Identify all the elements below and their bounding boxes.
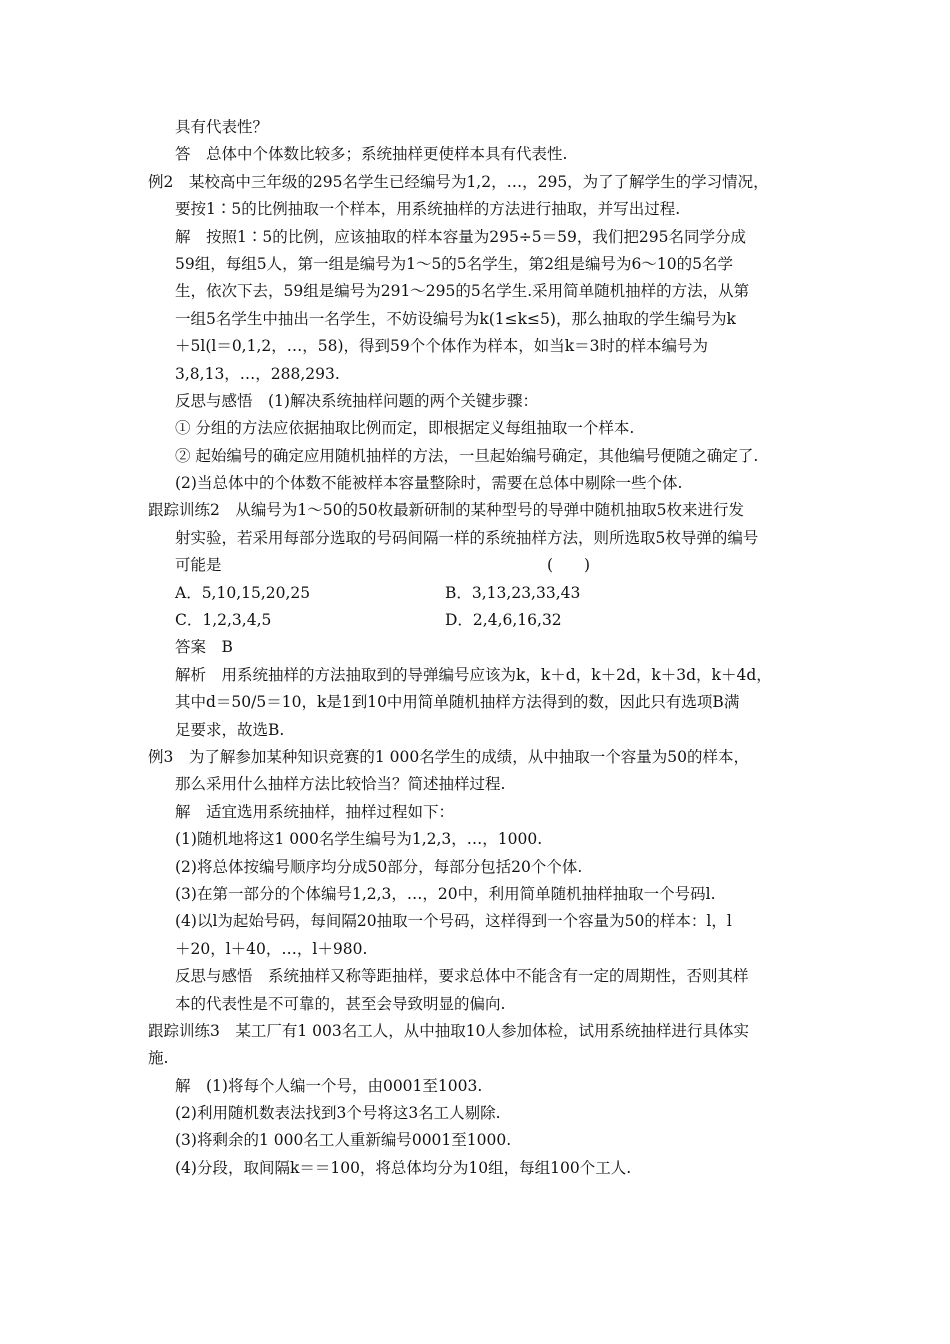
- text-line: ＋5l(l＝0,1,2，…，58)，得到59个个体作为样本，如当k＝3时的样本编号为: [175, 337, 709, 356]
- text-line: 本的代表性是不可靠的，甚至会导致明显的偏向.: [175, 994, 506, 1013]
- solution-line: 解 适宜选用系统抽样，抽样过程如下：: [175, 802, 455, 821]
- option-c: C．1,2,3,4,5: [175, 611, 272, 630]
- text-line: ＋20，l＋40，…，l＋980.: [175, 939, 368, 958]
- reflection-heading: 反思与感悟 系统抽样又称等距抽样，要求总体中不能含有一定的周期性，否则其样: [175, 967, 749, 986]
- options-row: [148, 580, 808, 607]
- text-line: (4)以l为起始号码，每间隔20抽取一个号码，这样得到一个容量为50的样本：l，l: [175, 912, 732, 931]
- text-line: (2)当总体中的个体数不能被样本容量整除时，需要在总体中剔除一些个体.: [175, 474, 683, 493]
- option-b: B．3,13,23,33,43: [445, 583, 581, 602]
- text-line: 一组5名学生中抽出一名学生，不妨设编号为k(1≤k≤5)，那么抽取的学生编号为k: [175, 309, 736, 328]
- answer-line: 答 总体中个体数比较多；系统抽样更使样本具有代表性.: [175, 145, 568, 164]
- reflection-heading: 反思与感悟 (1)解决系统抽样问题的两个关键步骤：: [175, 391, 538, 410]
- example-3-heading: 例3 为了解参加某种知识竞赛的1 000名学生的成绩，从中抽取一个容量为50的样本，: [148, 747, 749, 766]
- answer-line: 答案 B: [175, 638, 233, 657]
- text-line: 那么采用什么抽样方法比较恰当？简述抽样过程.: [175, 775, 506, 794]
- text-line: (2)利用随机数表法找到3个号将这3名工人剔除.: [175, 1104, 501, 1123]
- text-line: ② 起始编号的确定应用随机抽样的方法，一旦起始编号确定，其他编号便随之确定了.: [175, 446, 759, 465]
- text-line: (3)将剩余的1 000名工人重新编号0001至1000.: [175, 1131, 512, 1150]
- text-line: 具有代表性？: [175, 118, 269, 136]
- practice-3-heading: 跟踪训练3 某工厂有1 003名工人，从中抽取10人参加体检，试用系统抽样进行具体实: [148, 1021, 749, 1040]
- document-body: [148, 114, 808, 1182]
- options-row: [148, 607, 808, 634]
- text-line: 59组，每组5人，第一组是编号为1～5的5名学生，第2组是编号为6～10的5名学: [175, 254, 733, 273]
- text-line: (1)随机地将这1 000名学生编号为1,2,3，…，1000.: [175, 830, 543, 849]
- example-2-heading: 例2 某校高中三年级的295名学生已经编号为1,2，…，295，为了了解学生的学习情况，: [148, 172, 769, 191]
- text-line: 射实验，若采用每部分选取的号码间隔一样的系统抽样方法，则所选取5枚导弹的编号: [175, 528, 759, 547]
- text-line: 3,8,13，…，288,293.: [175, 364, 340, 383]
- text-line: ① 分组的方法应依据抽取比例而定，即根据定义每组抽取一个样本.: [175, 419, 635, 438]
- option-a: A．5,10,15,20,25: [175, 583, 311, 602]
- analysis-line: 解析 用系统抽样的方法抽取到的导弹编号应该为k，k＋d，k＋2d，k＋3d，k＋4d，: [175, 665, 772, 684]
- text-line: (3)在第一部分的个体编号1,2,3，…，20中，利用简单随机抽样抽取一个号码l.: [175, 884, 716, 903]
- solution-line: 解 按照1∶5的比例，应该抽取的样本容量为295÷5＝59，我们把295名同学分成: [175, 227, 746, 246]
- text-line: 足要求，故选B.: [175, 720, 285, 739]
- solution-line: 解 (1)将每个人编一个号，由0001至1003.: [175, 1076, 483, 1095]
- text-line: 生，依次下去，59组是编号为291～295的5名学生.采用简单随机抽样的方法，从第: [175, 282, 750, 301]
- text-line: 施.: [148, 1049, 169, 1068]
- practice-2-heading: 跟踪训练2 从编号为1～50的50枚最新研制的某种型号的导弹中随机抽取5枚来进行发: [148, 501, 745, 520]
- option-d: D．2,4,6,16,32: [445, 611, 562, 630]
- text-line: 要按1∶5的比例抽取一个样本，用系统抽样的方法进行抽取，并写出过程.: [175, 200, 681, 219]
- text-line: (4)分段，取间隔k＝＝100，将总体均分为10组，每组100个工人.: [175, 1158, 632, 1177]
- text-line: 可能是 ( ): [175, 556, 591, 575]
- text-line: (2)将总体按编号顺序均分成50部分，每部分包括20个个体.: [175, 857, 583, 876]
- text-line: 其中d＝50/5＝10，k是1到10中用简单随机抽样方法得到的数，因此只有选项B满: [175, 693, 740, 712]
